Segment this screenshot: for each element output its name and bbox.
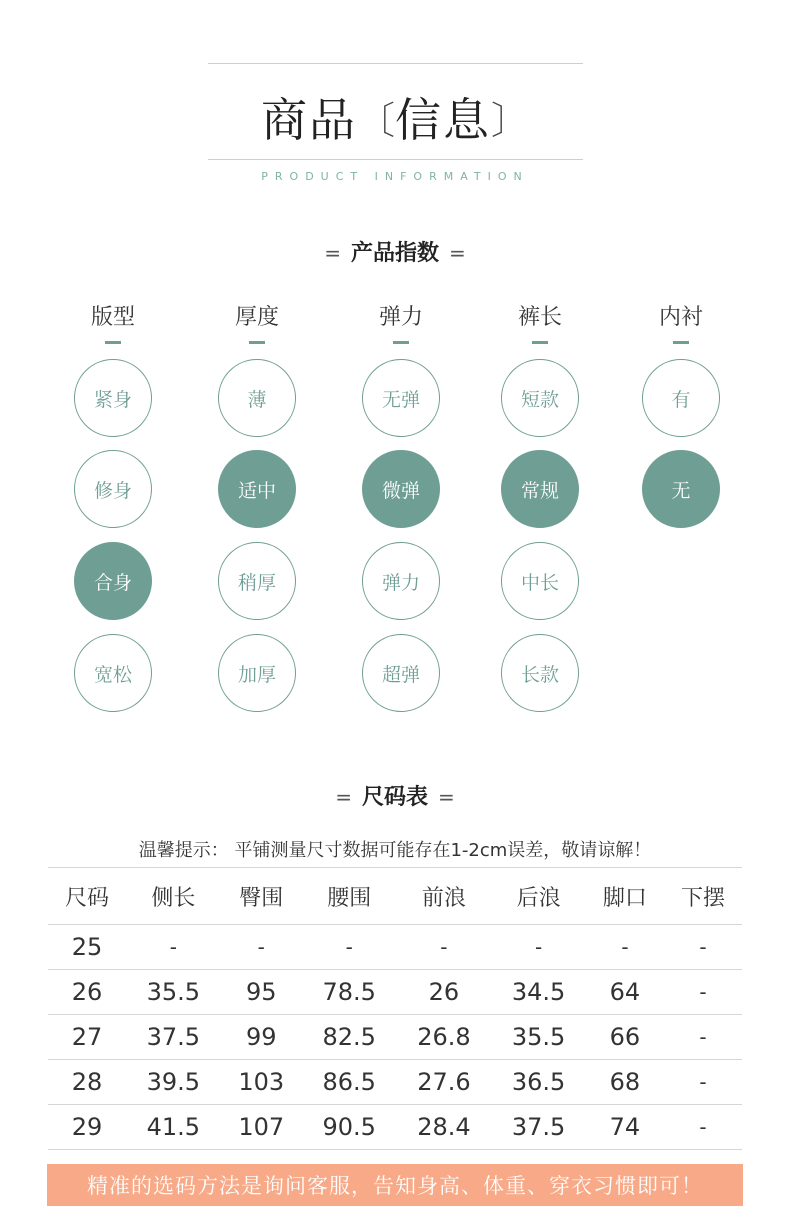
size-table-cell: 28 — [48, 1060, 126, 1105]
index-option: 弹力 — [362, 542, 440, 620]
heading-eq-right: = — [449, 241, 466, 265]
index-option: 长款 — [501, 634, 579, 712]
size-table-header-cell: 腰围 — [302, 868, 397, 925]
size-table-cell: 36.5 — [491, 1060, 586, 1105]
title-main: 商品 — [260, 93, 357, 147]
size-table — [48, 867, 742, 1150]
size-table-cell: 37.5 — [126, 1015, 221, 1060]
index-option-selected: 合身 — [74, 542, 152, 620]
measurement-tip: 温馨提示： 平铺测量尺寸数据可能存在1-2cm误差，敬请谅解！ — [138, 840, 652, 861]
size-table-cell: - — [664, 970, 742, 1015]
size-table-cell: 95 — [221, 970, 302, 1015]
size-table-cell: - — [664, 1015, 742, 1060]
index-option: 宽松 — [74, 634, 152, 712]
product-index-title: 产品指数 — [350, 241, 439, 266]
index-column-label: 版型 — [90, 305, 135, 330]
size-table-cell: 64 — [586, 970, 664, 1015]
index-option: 短款 — [501, 359, 579, 437]
header-top-divider — [208, 63, 583, 64]
index-option: 无弹 — [362, 359, 440, 437]
title-accent: 信息 — [395, 93, 491, 147]
size-table-header-cell: 下摆 — [664, 868, 742, 925]
index-column — [500, 302, 580, 686]
size-table-cell: 37.5 — [491, 1105, 586, 1150]
size-table-cell: 26 — [397, 970, 492, 1015]
index-option: 中长 — [501, 542, 579, 620]
size-table-cell: - — [586, 925, 664, 970]
index-option: 有 — [642, 359, 720, 437]
size-table-cell: 35.5 — [126, 970, 221, 1015]
size-table-cell: 35.5 — [491, 1015, 586, 1060]
sizing-advice-banner: 精准的选码方法是询问客服，告知身高、体重、穿衣习惯即可！ — [47, 1164, 743, 1206]
index-option: 薄 — [218, 359, 296, 437]
index-column-label: 内衬 — [658, 305, 703, 330]
size-table-cell: 68 — [586, 1060, 664, 1105]
size-table-header-cell: 脚口 — [586, 868, 664, 925]
index-column — [217, 302, 297, 686]
index-column-underline — [532, 341, 548, 344]
size-table-cell: 66 — [586, 1015, 664, 1060]
size-table-cell: 90.5 — [302, 1105, 397, 1150]
size-chart-title: 尺码表 — [361, 785, 428, 810]
size-table-cell: - — [221, 925, 302, 970]
index-column-underline — [249, 341, 265, 344]
size-table-cell: - — [126, 925, 221, 970]
size-table-cell: 82.5 — [302, 1015, 397, 1060]
index-option-selected: 无 — [642, 450, 720, 528]
index-option-selected: 常规 — [501, 450, 579, 528]
size-table-header-cell: 尺码 — [48, 868, 126, 925]
index-option-selected: 适中 — [218, 450, 296, 528]
size-table-header-cell: 后浪 — [491, 868, 586, 925]
index-option: 超弹 — [362, 634, 440, 712]
size-table-cell: 78.5 — [302, 970, 397, 1015]
size-table-cell: - — [302, 925, 397, 970]
heading-eq-right: = — [438, 785, 455, 809]
size-table-cell: 107 — [221, 1105, 302, 1150]
size-table-cell: - — [491, 925, 586, 970]
index-column-label: 弹力 — [378, 305, 423, 330]
product-index-heading — [0, 236, 790, 267]
size-table-cell: 27 — [48, 1015, 126, 1060]
index-option: 加厚 — [218, 634, 296, 712]
size-table-cell: 41.5 — [126, 1105, 221, 1150]
size-table-cell: 25 — [48, 925, 126, 970]
size-table-cell: 27.6 — [397, 1060, 492, 1105]
size-table-cell: - — [664, 925, 742, 970]
page-title — [0, 84, 790, 150]
index-column-underline — [393, 341, 409, 344]
index-column-underline — [673, 341, 689, 344]
index-option: 紧身 — [74, 359, 152, 437]
index-column — [641, 302, 721, 502]
size-table-cell: - — [397, 925, 492, 970]
size-table-cell: 74 — [586, 1105, 664, 1150]
index-option: 稍厚 — [218, 542, 296, 620]
size-table-cell: - — [664, 1060, 742, 1105]
index-column — [361, 302, 441, 686]
size-table-cell: 28.4 — [397, 1105, 492, 1150]
index-column — [73, 302, 153, 686]
index-option: 修身 — [74, 450, 152, 528]
index-column-underline — [105, 341, 121, 344]
table-row — [48, 925, 742, 970]
header-bottom-divider — [208, 159, 583, 160]
size-table-cell: 26 — [48, 970, 126, 1015]
size-table-cell: 86.5 — [302, 1060, 397, 1105]
size-chart-heading — [0, 780, 790, 811]
size-table-header-cell: 臀围 — [221, 868, 302, 925]
size-table-header-cell: 前浪 — [397, 868, 492, 925]
size-table-cell: 34.5 — [491, 970, 586, 1015]
page-subtitle: PRODUCT INFORMATION — [261, 170, 529, 183]
index-column-label: 裤长 — [517, 305, 562, 330]
size-table-cell: 26.8 — [397, 1015, 492, 1060]
size-table-header-row — [48, 868, 742, 925]
table-row — [48, 1015, 742, 1060]
table-row — [48, 970, 742, 1015]
size-table-cell: 103 — [221, 1060, 302, 1105]
size-table-cell: - — [664, 1105, 742, 1150]
table-row — [48, 1060, 742, 1105]
title-bracket-close: 〕 — [491, 98, 530, 143]
index-option-selected: 微弹 — [362, 450, 440, 528]
index-column-label: 厚度 — [234, 305, 279, 330]
size-table-header-cell: 侧长 — [126, 868, 221, 925]
size-table-cell: 29 — [48, 1105, 126, 1150]
size-table-cell: 39.5 — [126, 1060, 221, 1105]
size-table-body — [48, 925, 742, 1150]
heading-eq-left: = — [335, 785, 352, 809]
table-row — [48, 1105, 742, 1150]
size-table-cell: 99 — [221, 1015, 302, 1060]
title-bracket-open: 〔 — [356, 98, 395, 143]
heading-eq-left: = — [324, 241, 341, 265]
